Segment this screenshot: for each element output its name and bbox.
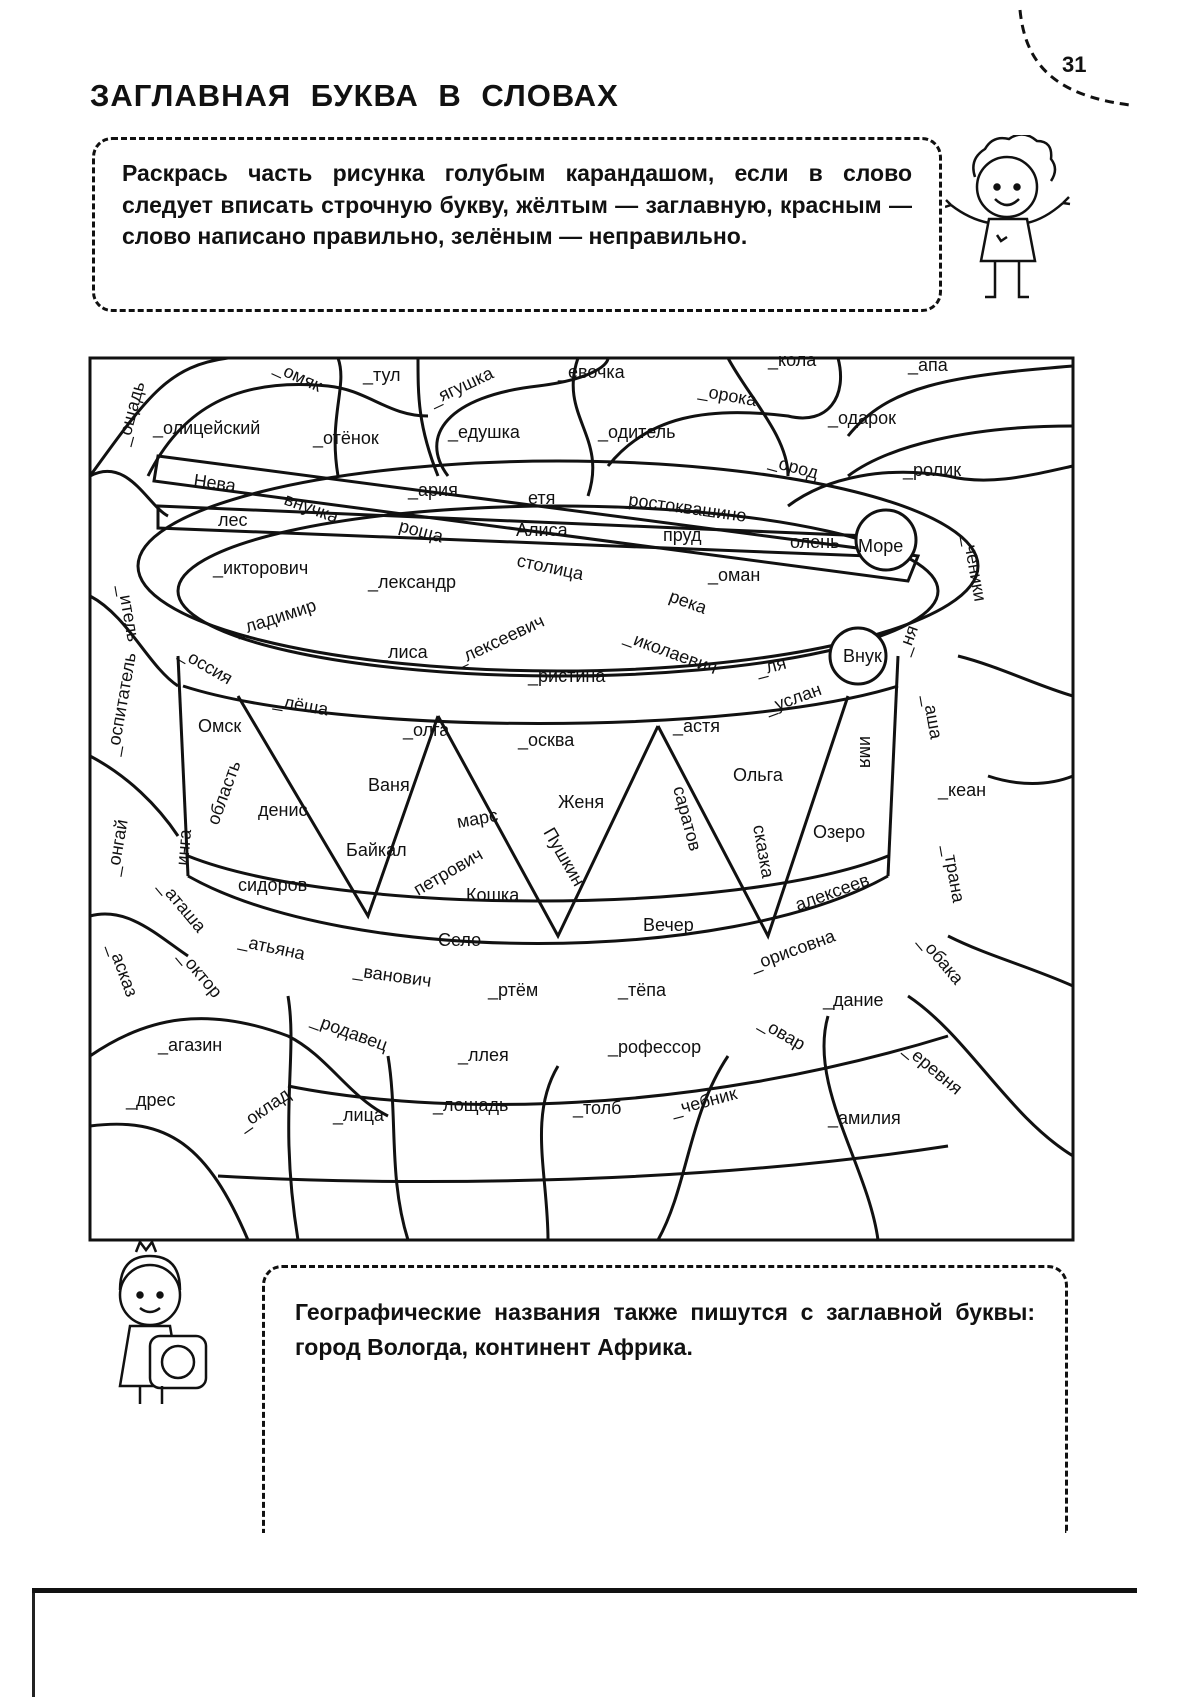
- region-label: _лексеевич: [451, 610, 548, 670]
- region-label: Ольга: [733, 765, 783, 785]
- region-label: Вечер: [643, 915, 694, 935]
- region-label: река: [666, 585, 710, 618]
- page-number: 31: [1062, 52, 1087, 77]
- region-label: _обака: [914, 930, 968, 989]
- region-label: _лёша: [272, 690, 330, 720]
- region-label: _апа: [908, 356, 948, 375]
- region-label: _лица: [333, 1105, 384, 1125]
- region-label: Море: [858, 536, 904, 556]
- region-label: _ария: [408, 480, 458, 500]
- page-title: ЗАГЛАВНАЯ БУКВА В СЛОВАХ: [90, 78, 619, 113]
- region-label: _кола: [768, 356, 817, 370]
- region-label: _отёнок: [313, 428, 379, 448]
- region-label: _астя: [673, 716, 721, 736]
- region-label: _еревня: [900, 1038, 967, 1099]
- region-label: _ростоквашино: [617, 488, 748, 526]
- region-label: _родавец: [308, 1008, 391, 1056]
- region-label: _оман: [708, 565, 761, 585]
- region-label: _орисовна: [747, 925, 838, 975]
- region-label: _асказ: [104, 940, 142, 1000]
- region-label: _услан: [762, 679, 825, 718]
- region-label: _овар: [756, 1012, 809, 1055]
- region-label: пруд: [663, 525, 702, 545]
- region-label: роща: [396, 515, 446, 547]
- region-label: _етя: [518, 488, 556, 508]
- note-text: Географические названия также пишутся с заглавной буквы: город Вологда, континент Африка.: [295, 1299, 1035, 1360]
- region-label: _кеан: [938, 780, 987, 800]
- region-label: _ощадь: [112, 379, 149, 448]
- region-label: _олицейский: [153, 418, 261, 438]
- region-label: петрович: [410, 843, 487, 900]
- region-label: _ягушка: [426, 362, 497, 410]
- region-label: сидоров: [238, 875, 308, 895]
- region-label: олень: [790, 532, 840, 552]
- region-label: инга: [172, 828, 196, 867]
- coloring-picture: [88, 356, 1078, 1246]
- region-label: Нева: [192, 470, 238, 496]
- region-label: _онгай: [102, 817, 132, 877]
- region-label: _ртём: [488, 980, 539, 1000]
- region-label: _итель: [114, 583, 144, 644]
- region-label: Ваня: [368, 775, 410, 795]
- region-labels: [102, 356, 990, 1136]
- region-label: _одитель: [598, 422, 676, 442]
- region-label: марс: [455, 805, 500, 832]
- region-label: область: [202, 757, 245, 828]
- region-label: Байкал: [346, 840, 407, 860]
- region-label: _орока: [697, 380, 759, 411]
- region-label: _оссия: [176, 642, 237, 689]
- region-label: _тул: [363, 365, 401, 385]
- region-label: _амилия: [828, 1108, 901, 1128]
- region-label: _ченики: [959, 533, 991, 603]
- region-label: _ристина: [528, 666, 606, 686]
- region-label: Озеро: [813, 822, 866, 842]
- region-label: _осква: [518, 730, 575, 750]
- region-label: _икторович: [213, 558, 309, 578]
- region-label: _оспитатель: [102, 650, 140, 757]
- region-label: _атьяна: [237, 930, 307, 964]
- region-label: Кошка: [466, 885, 520, 905]
- region-label: денис: [258, 800, 308, 820]
- region-label: _тёпа: [618, 980, 667, 1000]
- region-label: _лиса: [378, 642, 428, 662]
- region-label: _дание: [823, 990, 884, 1010]
- region-label: саратов: [669, 783, 706, 854]
- region-label: _аташа: [154, 875, 211, 937]
- region-label: _едушка: [448, 422, 520, 442]
- region-label: имя: [856, 736, 876, 769]
- region-label: _омяк: [271, 356, 326, 396]
- region-label: _лощадь: [433, 1095, 509, 1115]
- region-label: алексеев: [792, 869, 872, 915]
- girl-illustration: [100, 1240, 220, 1410]
- region-label: Внук: [843, 646, 882, 666]
- region-label: _ня: [892, 622, 922, 658]
- region-label: _ород: [766, 450, 821, 483]
- region-label: _рофессор: [608, 1037, 702, 1057]
- region-label: _олга: [403, 720, 450, 740]
- region-label: _агазин: [158, 1035, 223, 1055]
- region-label: Алиса: [516, 520, 568, 540]
- region-label: _толб: [573, 1098, 622, 1118]
- region-label: _чебник: [668, 1083, 740, 1120]
- region-label: _ролик: [903, 460, 962, 480]
- region-label: _лександр: [368, 572, 457, 592]
- region-label: Омск: [198, 716, 242, 736]
- region-label: _ллея: [458, 1045, 509, 1065]
- region-label: _ладимир: [233, 594, 319, 640]
- region-label: _евочка: [558, 362, 625, 382]
- bottom-rule: [32, 1588, 1137, 1593]
- region-label: столица: [515, 550, 586, 584]
- boy-illustration: [945, 135, 1080, 315]
- region-label: Женя: [558, 792, 605, 812]
- region-label: _трана: [939, 843, 969, 905]
- region-label: лес: [218, 510, 248, 530]
- region-label: Село: [438, 930, 482, 950]
- instructions-text: Раскрась часть рисунка голубым карандашом, если в слово следует вписать строчную букву, жёлтым — заглавную, красным — слово написано правильно, зелёным — неправильно.: [122, 160, 912, 249]
- region-label: _ванович: [352, 960, 433, 991]
- bottom-left-rule: [32, 1593, 35, 1697]
- region-label: _аша: [919, 693, 947, 741]
- region-label: _одарок: [828, 408, 897, 428]
- region-label: внучка: [281, 488, 342, 527]
- region-label: _октор: [174, 945, 227, 1002]
- region-label: _оклад: [233, 1083, 294, 1135]
- region-label: сказка: [749, 823, 779, 880]
- region-label: Пушкин: [539, 824, 589, 890]
- region-label: _ля: [753, 652, 789, 680]
- region-label: _дрес: [126, 1090, 176, 1110]
- region-label: _иколаевич: [621, 625, 720, 679]
